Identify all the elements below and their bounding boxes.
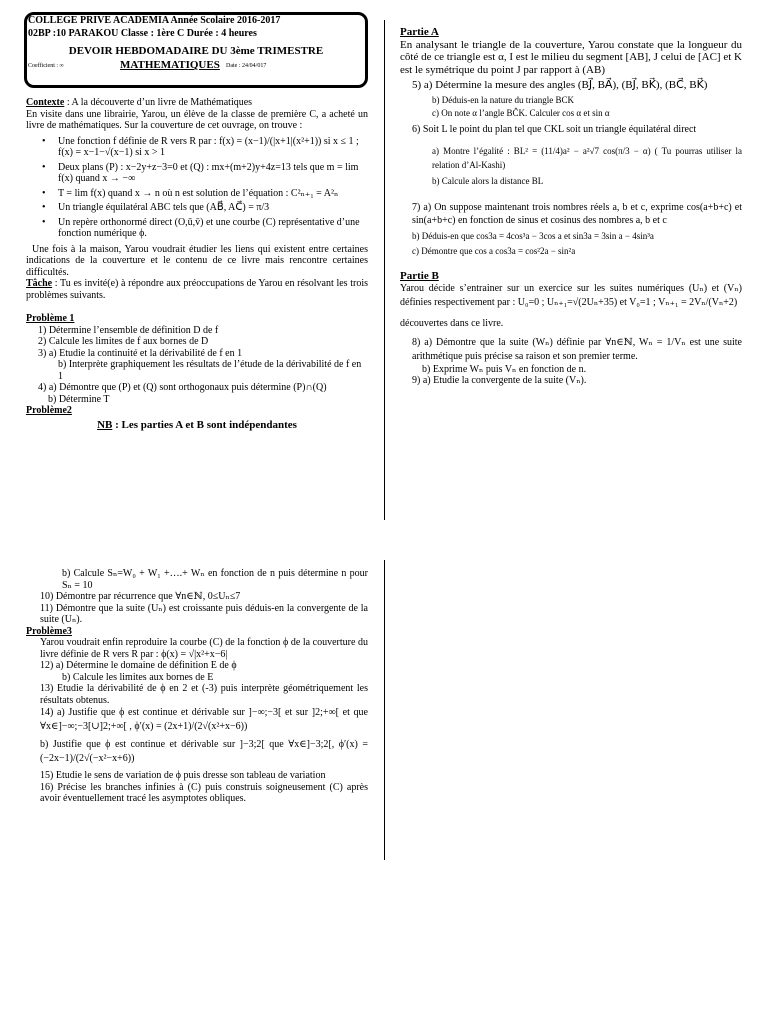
list-item: 6) Soit L le point du plan tel que CKL soit un triangle équilatéral direct [412, 124, 697, 135]
exam-title: DEVOIR HEBDOMADAIRE DU 3ème TRIMESTRE [68, 45, 324, 57]
problem1-heading: Problème 1 [26, 313, 75, 324]
list-item: 5) a) Détermine la mesure des angles (BJ⃗, BA⃗), (BJ⃗, BK⃗), (BC⃗, BK⃗) [412, 79, 708, 91]
partA-heading: Partie A [400, 26, 439, 38]
class-line: 02BP :10 PARAKOU Classe : 1ère C Durée : 4 heures [28, 28, 257, 39]
list-item: 11) Démontre que la suite (Uₙ) est croissante puis déduis-en la convergente de la suite (Uₙ). [40, 602, 368, 625]
list-item: 2) Calcule les limites de f aux bornes de D [38, 336, 209, 347]
list-item: 16) Précise les branches infinies à (C) puis construis soigneusement (C) après avoir éventuellement tracé les asymptotes obliques. [40, 781, 368, 804]
list-item: b) Exprime Wₙ puis Vₙ en fonction de n. [422, 363, 587, 375]
list-item: b) Déduis-en que cos3a = 4cos³a − 3cos a et sin3a = 3sin a − 4sin³a [412, 230, 654, 241]
list-item: • Un repère orthonormé direct (O,ū,v̄) et une courbe (C) représentative d’une fonction numérique ϕ. [42, 216, 360, 239]
list-item: a) Montre l’égalité : BL² = (11/4)a² − a²√7 cos(π/3 − α) ( Tu pourras utiliser la relation d’Al-Kashi) [432, 145, 742, 170]
list-item: 7) a) On suppose maintenant trois nombres réels a, b et c, exprime cos(a+b+c) et sin(a+b+c) en fonction de sinus et cosinus des nombres a, b et c [412, 201, 742, 226]
context-heading: Contexte [26, 97, 65, 108]
task-heading: Tâche [26, 278, 53, 289]
cover-list [26, 136, 368, 240]
list-item: b) Justifie que ϕ est continue et dérivable sur ]−3;2[ que ∀x∈]−3;2[, ϕ′(x) = (−2x−1)/(2√(−x²−x+6)) [40, 739, 368, 764]
list-item: b) Calcule alors la distance BL [432, 175, 544, 186]
subject-title: MATHEMATIQUES [120, 59, 220, 71]
list-item: 14) a) Justifie que ϕ est continue et dérivable sur ]−∞;−3[ et sur ]2;+∞[ et que ∀x∈]−∞;−3[∪]2;+∞[ , ϕ′(x) = (2x+1)/(2√(x²+x−6)) [40, 707, 368, 732]
list-item: c) Démontre que cos a cos3a = cos²2a − sin²a [412, 245, 576, 256]
problem3-heading: Problème3 [26, 625, 72, 637]
list-item: 3) a) Etudie la continuité et la dérivabilité de f en 1 [38, 347, 243, 359]
list-item: b) Calcule les limites aux bornes de E [62, 671, 214, 683]
list-item: • Une fonction f définie de R vers R par : f(x) = (x−1)/(|x+1|(x²+1)) si x ≤ 1 ; f(x) = x−1−√(x−1) si x > 1 [42, 135, 359, 158]
list-item: 12) a) Détermine le domaine de définition E de ϕ [40, 660, 237, 671]
list-item: 1) Détermine l’ensemble de définition D de f [38, 324, 219, 336]
partA-text: En analysant le triangle de la couverture, Yarou constate que la longueur du côté de ce triangle est α, I est le milieu du segment [AB], J celui de [AC] et K est le symétrique du point J par rapport à (AB) [400, 38, 742, 76]
school-line: COLLEGE PRIVE ACADEMIA Année Scolaire 2016-2017 [28, 15, 281, 26]
list-item: • T = lim f(x) quand x → n où n est solution de l’équation : C²ₙ₊₁ = A²ₙ [42, 187, 339, 199]
nb-label: NB [97, 418, 113, 431]
exam-date: Date : 24/04/017 [226, 63, 267, 69]
column-divider-top [384, 20, 385, 520]
nb-text: : Les parties A et B sont indépendantes [115, 418, 297, 431]
left-column [26, 97, 368, 431]
right-column [400, 27, 742, 387]
list-item: 9) a) Etudie la convergente de la suite (Vₙ). [412, 375, 587, 386]
problem3-intro: Yarou voudrait enfin reproduire la courbe (C) de la fonction ϕ de la couverture du livre définie de R vers R par : ϕ(x) = √|x²+x−6| [40, 637, 368, 660]
list-item: b) Calcule Sₙ=W₀ + W₁ +….+ Wₙ en fonction de n puis détermine n pour Sₙ = 10 [62, 568, 368, 591]
list-item: 10) Démontre par récurrence que ∀n∈ℕ, 0≤Uₙ≤7 [40, 591, 241, 602]
problem2-heading: Problème2 [26, 405, 72, 416]
list-item: 4) a) Démontre que (P) et (Q) sont orthogonaux puis détermine (P)∩(Q) [38, 382, 327, 393]
list-item: • Un triangle équilatéral ABC tels que (AB⃗, AC⃗) = π/3 [42, 202, 270, 213]
context-intro: : A la découverte d’un livre de Mathématiques [66, 97, 253, 108]
column-divider-bottom [384, 560, 385, 860]
list-item: 15) Etudie le sens de variation de ϕ puis dresse son tableau de variation [40, 770, 326, 781]
list-item: b) Déduis-en la nature du triangle BCK [432, 95, 574, 105]
partB-text2: découvertes dans ce livre. [400, 318, 504, 329]
context-text: En visite dans une librairie, Yarou, un élève de la classe de première C, a acheté un livre de mathématiques. Sur la couverture de cet ouvrage, on trouve : [26, 108, 368, 131]
left-column-page2 [26, 568, 368, 805]
list-item: 8) a) Démontre que la suite (Wₙ) définie par ∀n∈ℕ, Wₙ = 1/Vₙ est une suite arithmétique puis précise sa raison et son premier terme. [412, 336, 742, 362]
partB-heading: Partie B [400, 269, 439, 282]
list-item: • Deux plans (P) : x−2y+z−3=0 et (Q) : mx+(m+2)y+4z=13 tels que m = lim f(x) quand x → −∞ [42, 161, 359, 184]
list-item: 13) Etudie la dérivabilité de ϕ en 2 et (-3) puis interprète géométriquement les résultats obtenus. [40, 683, 368, 706]
partB-text: Yarou décide s’entrainer sur un exercice sur les suites numériques (Uₙ) et (Vₙ) définies respectivement par : U₀=0 ; Uₙ₊₁=√(2Uₙ+35) et V₀=1 ; Vₙ₊₁ = 2Vₙ/(Vₙ+2) [400, 283, 742, 308]
list-item: c) On note α l’angle BĈK. Calculer cos α et sin α [432, 108, 610, 118]
paragraph-visit: Une fois à la maison, Yarou voudrait étudier les liens qui existent entre certaines indications de la couverture et le contenu de ce livre mais rencontre certaines difficultés. [26, 243, 368, 278]
task-text: : Tu es invité(e) à répondre aux préoccupations de Yarou en résolvant les trois problèmes suivants. [26, 278, 368, 301]
list-item: b) Détermine T [48, 393, 110, 405]
list-item: b) Interprète graphiquement les résultats de l’étude de la dérivabilité de f en 1 [58, 359, 362, 382]
coefficient: Coefficient : ∞ [28, 63, 64, 69]
